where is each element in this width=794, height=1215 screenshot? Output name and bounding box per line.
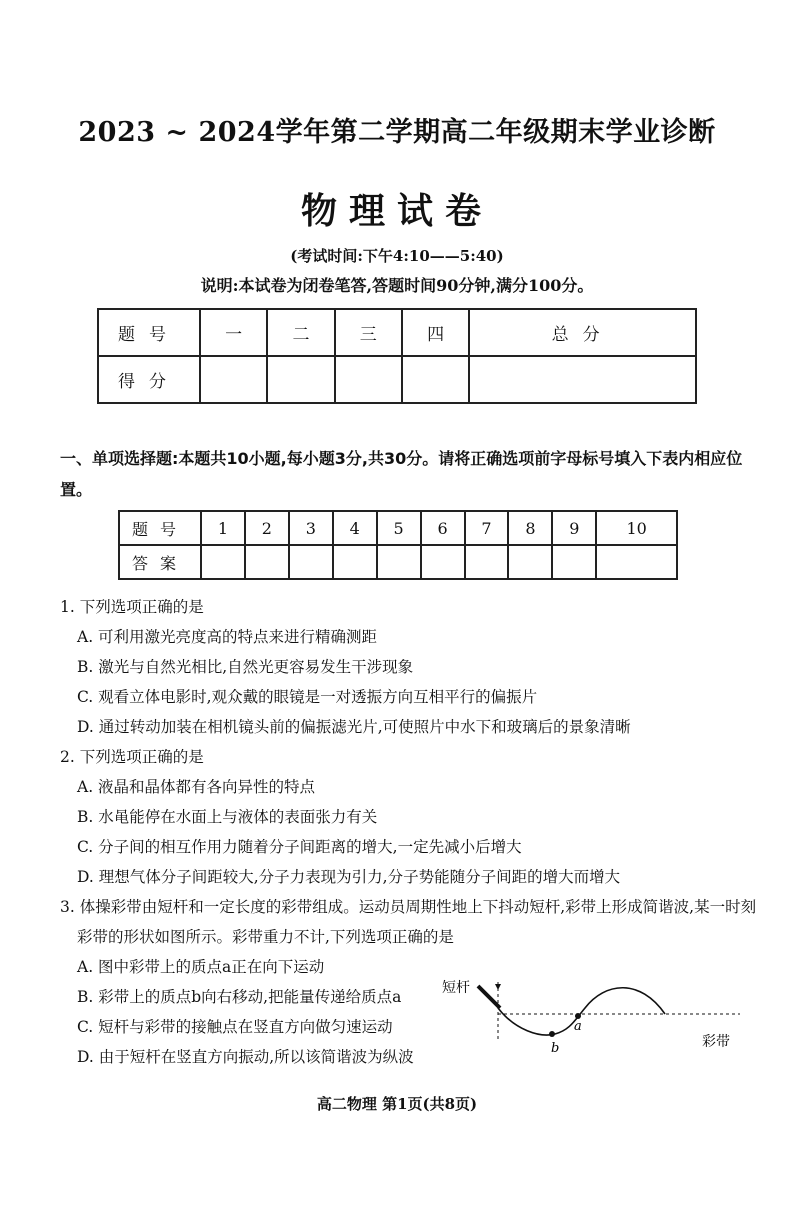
exam-time: (考试时间:下午4:10——5:40) (290, 247, 504, 265)
score-table (97, 308, 697, 404)
arrow-up-marker (495, 984, 501, 990)
question-option: B. 彩带上的质点b向右移动,把能量传递给质点a (77, 988, 402, 1006)
answer-number: 8 (508, 511, 552, 545)
answer-cell (552, 545, 596, 579)
answer-number: 10 (596, 511, 677, 545)
answer-number: 3 (289, 511, 333, 545)
score-table-row-label: 题号 (98, 309, 200, 356)
score-table-score-label: 得分 (98, 356, 200, 403)
ribbon-label: 彩带 (702, 1034, 730, 1050)
answer-table (118, 510, 678, 580)
question-option: A. 图中彩带上的质点a正在向下运动 (77, 958, 325, 976)
answer-number: 9 (552, 511, 596, 545)
score-cell (335, 356, 402, 403)
answer-cell (596, 545, 677, 579)
answer-table-number-row (119, 511, 677, 545)
rod-label: 短杆 (442, 980, 470, 996)
score-col-2: 二 (267, 309, 334, 356)
question-option: C. 短杆与彩带的接触点在竖直方向做匀速运动 (77, 1018, 393, 1036)
question-option: D. 通过转动加装在相机镜头前的偏振滤光片,可使照片中水下和玻璃后的景象清晰 (77, 718, 631, 736)
question-1 (60, 592, 760, 742)
question-stem: 3. 体操彩带由短杆和一定长度的彩带组成。运动员周期性地上下抖动短杆,彩带上形成简谐波,某一时刻彩带的形状如图所示。彩带重力不计,下列选项正确的是 (60, 898, 757, 946)
section-heading: 一、单项选择题:本题共10小题,每小题3分,共30分。请将正确选项前字母标号填入下表内相应位置。 (60, 449, 743, 499)
question-option: D. 由于短杆在竖直方向振动,所以该简谐波为纵波 (77, 1048, 414, 1066)
score-col-1: 一 (200, 309, 267, 356)
score-table-header-row (98, 309, 696, 356)
answer-number: 6 (421, 511, 465, 545)
question-option: B. 水黾能停在水面上与液体的表面张力有关 (77, 808, 378, 826)
exam-note: 说明:本试卷为闭卷笔答,答题时间90分钟,满分100分。 (200, 276, 594, 295)
page-footer: 高二物理 第1页(共8页) (316, 1095, 478, 1113)
score-cell (402, 356, 469, 403)
point-b-dot (549, 1031, 555, 1037)
answer-table-row-label: 题号 (119, 511, 201, 545)
ribbon-wave-figure (440, 972, 750, 1062)
score-col-total: 总分 (469, 309, 696, 356)
question-stem: 1. 下列选项正确的是 (60, 598, 204, 616)
question-option: A. 可利用激光亮度高的特点来进行精确测距 (77, 628, 378, 646)
question-option: B. 激光与自然光相比,自然光更容易发生干涉现象 (77, 658, 414, 676)
answer-cell (421, 545, 465, 579)
answer-number: 5 (377, 511, 421, 545)
question-option: D. 理想气体分子间距较大,分子力表现为引力,分子势能随分子间距的增大而增大 (77, 868, 621, 886)
answer-cell (465, 545, 509, 579)
score-table-score-row (98, 356, 696, 403)
score-col-3: 三 (335, 309, 402, 356)
answer-number: 4 (333, 511, 377, 545)
rod-shape (478, 986, 500, 1008)
exam-title: 2023 ~ 2024学年第二学期高二年级期末学业诊断 (78, 117, 716, 148)
answer-cell (333, 545, 377, 579)
answer-cell (245, 545, 289, 579)
answer-cell (289, 545, 333, 579)
question-option: C. 观看立体电影时,观众戴的眼镜是一对透振方向互相平行的偏振片 (77, 688, 538, 706)
answer-cell (377, 545, 421, 579)
score-cell (469, 356, 696, 403)
answer-table-answer-label: 答案 (119, 545, 201, 579)
answer-cell (201, 545, 245, 579)
answer-table-answer-row (119, 545, 677, 579)
question-2 (60, 742, 760, 892)
answer-number: 2 (245, 511, 289, 545)
score-cell (200, 356, 267, 403)
answer-number: 7 (465, 511, 509, 545)
question-option: A. 液晶和晶体都有各向异性的特点 (77, 778, 316, 796)
subject-title: 物理试卷 (300, 190, 493, 232)
question-option: C. 分子间的相互作用力随着分子间距离的增大,一定先减小后增大 (77, 838, 522, 856)
point-a-label: a (574, 1019, 582, 1034)
score-col-4: 四 (402, 309, 469, 356)
answer-cell (508, 545, 552, 579)
answer-number: 1 (201, 511, 245, 545)
question-stem: 2. 下列选项正确的是 (60, 748, 204, 766)
score-cell (267, 356, 334, 403)
point-b-label: b (551, 1041, 560, 1056)
